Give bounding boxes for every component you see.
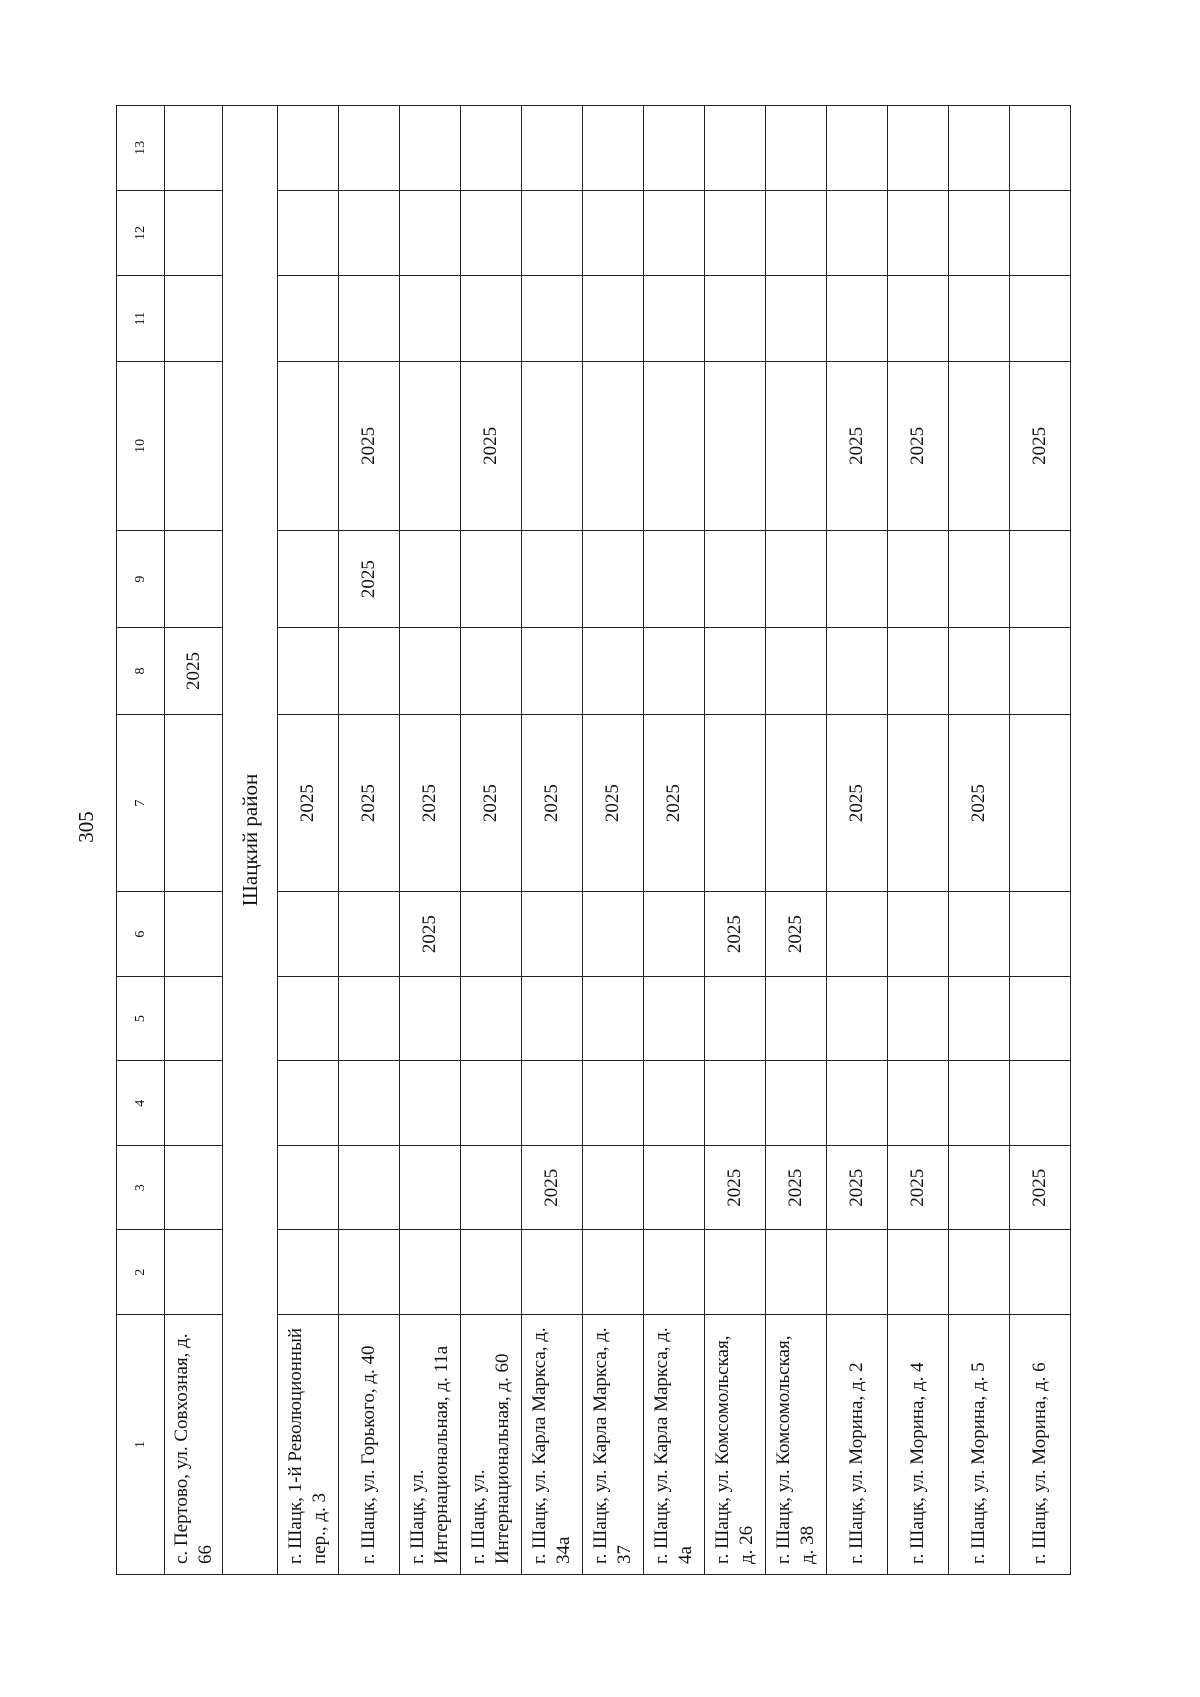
column-number: 4 — [117, 1061, 165, 1146]
year-cell — [1009, 530, 1070, 627]
year-cell — [399, 1230, 460, 1315]
year-cell — [399, 361, 460, 530]
column-number: 10 — [117, 361, 165, 530]
year-cell — [948, 361, 1009, 530]
year-cell: 2025 — [460, 714, 521, 892]
year-cell — [277, 1061, 338, 1146]
table-row — [948, 106, 1009, 1575]
year-cell — [399, 976, 460, 1061]
year-cell: 2025 — [521, 1145, 582, 1230]
year-cell: 2025 — [338, 361, 399, 530]
table-wrapper — [116, 105, 1071, 1575]
year-cell — [165, 361, 223, 530]
table-row — [887, 106, 948, 1575]
address-cell: г. Шацк, ул. Карла Маркса, д. 37 — [582, 1315, 643, 1575]
year-cell — [826, 190, 887, 276]
year-cell — [765, 714, 826, 892]
year-cell — [826, 276, 887, 362]
year-cell — [765, 628, 826, 715]
column-number: 9 — [117, 530, 165, 627]
year-cell — [704, 530, 765, 627]
column-number: 13 — [117, 106, 165, 191]
year-cell — [582, 1061, 643, 1146]
year-cell — [1009, 106, 1070, 191]
year-cell — [338, 892, 399, 977]
address-cell: г. Шацк, ул. Карла Маркса, д. 4а — [643, 1315, 704, 1575]
year-cell — [338, 628, 399, 715]
year-cell — [643, 976, 704, 1061]
year-cell — [460, 1061, 521, 1146]
year-cell — [399, 106, 460, 191]
year-cell — [1009, 628, 1070, 715]
year-cell — [704, 276, 765, 362]
schedule-table — [116, 105, 1071, 1575]
address-cell: г. Шацк, ул. Морина, д. 2 — [826, 1315, 887, 1575]
year-cell — [704, 628, 765, 715]
year-cell: 2025 — [582, 714, 643, 892]
column-number: 1 — [117, 1315, 165, 1575]
year-cell — [338, 276, 399, 362]
year-cell — [521, 976, 582, 1061]
year-cell — [704, 714, 765, 892]
year-cell — [765, 190, 826, 276]
year-cell — [338, 1230, 399, 1315]
table-row — [521, 106, 582, 1575]
column-number: 12 — [117, 190, 165, 276]
year-cell — [165, 276, 223, 362]
year-cell — [643, 628, 704, 715]
year-cell: 2025 — [887, 1145, 948, 1230]
year-cell — [765, 361, 826, 530]
address-cell: г. Шацк, ул. Морина, д. 4 — [887, 1315, 948, 1575]
year-cell: 2025 — [1009, 361, 1070, 530]
year-cell: 2025 — [765, 1145, 826, 1230]
year-cell — [521, 892, 582, 977]
year-cell — [521, 628, 582, 715]
year-cell — [948, 530, 1009, 627]
year-cell — [165, 976, 223, 1061]
year-cell — [1009, 1061, 1070, 1146]
year-cell — [826, 1061, 887, 1146]
year-cell — [582, 361, 643, 530]
year-cell — [643, 892, 704, 977]
year-cell — [460, 1230, 521, 1315]
year-cell — [460, 190, 521, 276]
year-cell — [338, 976, 399, 1061]
year-cell — [1009, 714, 1070, 892]
year-cell — [887, 976, 948, 1061]
year-cell — [277, 1145, 338, 1230]
year-cell — [582, 276, 643, 362]
table-row — [582, 106, 643, 1575]
year-cell — [1009, 892, 1070, 977]
year-cell — [582, 190, 643, 276]
year-cell — [704, 106, 765, 191]
column-number: 11 — [117, 276, 165, 362]
year-cell — [948, 190, 1009, 276]
address-cell: г. Шацк, ул. Комсомольская, д. 38 — [765, 1315, 826, 1575]
column-number: 2 — [117, 1230, 165, 1315]
column-number: 7 — [117, 714, 165, 892]
region-row — [222, 106, 277, 1575]
column-number-row — [117, 106, 165, 1575]
address-cell: г. Шацк, ул. Комсомольская, д. 26 — [704, 1315, 765, 1575]
year-cell — [165, 1145, 223, 1230]
year-cell — [165, 714, 223, 892]
table-row — [460, 106, 521, 1575]
year-cell: 2025 — [643, 714, 704, 892]
year-cell — [948, 1061, 1009, 1146]
table-row — [704, 106, 765, 1575]
year-cell — [887, 1061, 948, 1146]
year-cell — [704, 361, 765, 530]
year-cell — [277, 190, 338, 276]
year-cell — [887, 628, 948, 715]
address-cell: г. Шацк, ул. Морина, д. 6 — [1009, 1315, 1070, 1575]
year-cell: 2025 — [460, 361, 521, 530]
year-cell: 2025 — [338, 714, 399, 892]
year-cell — [826, 628, 887, 715]
year-cell — [277, 530, 338, 627]
year-cell — [643, 1061, 704, 1146]
table-body — [117, 106, 1071, 1575]
year-cell: 2025 — [826, 1145, 887, 1230]
table-row — [643, 106, 704, 1575]
year-cell — [1009, 276, 1070, 362]
address-cell: г. Шацк, ул. Интернациональная, д. 11а — [399, 1315, 460, 1575]
year-cell — [338, 106, 399, 191]
year-cell — [643, 190, 704, 276]
year-cell: 2025 — [165, 628, 223, 715]
year-cell — [765, 1230, 826, 1315]
year-cell — [399, 190, 460, 276]
table-row — [277, 106, 338, 1575]
year-cell — [521, 1061, 582, 1146]
year-cell — [521, 276, 582, 362]
year-cell — [765, 1061, 826, 1146]
column-number: 6 — [117, 892, 165, 977]
year-cell — [826, 530, 887, 627]
year-cell — [887, 190, 948, 276]
year-cell — [165, 892, 223, 977]
year-cell: 2025 — [948, 714, 1009, 892]
year-cell — [338, 1061, 399, 1146]
year-cell: 2025 — [521, 714, 582, 892]
year-cell — [948, 1145, 1009, 1230]
year-cell — [460, 530, 521, 627]
year-cell — [887, 1230, 948, 1315]
year-cell: 2025 — [887, 361, 948, 530]
year-cell — [704, 1230, 765, 1315]
year-cell — [948, 106, 1009, 191]
year-cell — [399, 628, 460, 715]
year-cell — [887, 530, 948, 627]
year-cell — [521, 190, 582, 276]
year-cell — [765, 276, 826, 362]
address-cell: с. Пертово, ул. Совхозная, д. 66 — [165, 1315, 223, 1575]
year-cell — [399, 276, 460, 362]
table-row — [338, 106, 399, 1575]
table-row — [399, 106, 460, 1575]
year-cell — [165, 106, 223, 191]
year-cell: 2025 — [826, 361, 887, 530]
column-number: 8 — [117, 628, 165, 715]
year-cell — [765, 976, 826, 1061]
year-cell: 2025 — [1009, 1145, 1070, 1230]
address-cell: г. Шацк, ул. Интернациональная, д. 60 — [460, 1315, 521, 1575]
year-cell — [765, 530, 826, 627]
year-cell — [643, 1230, 704, 1315]
year-cell — [643, 530, 704, 627]
year-cell: 2025 — [399, 714, 460, 892]
year-cell — [887, 892, 948, 977]
year-cell — [1009, 190, 1070, 276]
table-row — [765, 106, 826, 1575]
year-cell — [948, 892, 1009, 977]
year-cell — [399, 1145, 460, 1230]
year-cell — [948, 276, 1009, 362]
year-cell — [704, 976, 765, 1061]
year-cell — [165, 190, 223, 276]
year-cell — [399, 1061, 460, 1146]
table-row — [1009, 106, 1070, 1575]
year-cell — [277, 276, 338, 362]
year-cell — [1009, 1230, 1070, 1315]
year-cell — [643, 106, 704, 191]
year-cell — [338, 190, 399, 276]
year-cell — [277, 892, 338, 977]
year-cell: 2025 — [704, 1145, 765, 1230]
column-number: 3 — [117, 1145, 165, 1230]
year-cell — [165, 1230, 223, 1315]
year-cell — [887, 106, 948, 191]
year-cell — [582, 976, 643, 1061]
table-row — [165, 106, 223, 1575]
address-cell: г. Шацк, ул. Морина, д. 5 — [948, 1315, 1009, 1575]
year-cell — [277, 628, 338, 715]
year-cell — [521, 361, 582, 530]
year-cell — [165, 1061, 223, 1146]
year-cell — [277, 361, 338, 530]
year-cell: 2025 — [765, 892, 826, 977]
address-cell: г. Шацк, ул. Горького, д. 40 — [338, 1315, 399, 1575]
year-cell — [521, 530, 582, 627]
year-cell — [826, 892, 887, 977]
year-cell — [582, 530, 643, 627]
year-cell — [460, 276, 521, 362]
year-cell — [887, 276, 948, 362]
year-cell — [460, 628, 521, 715]
address-cell: г. Шацк, 1-й Революционный пер., д. 3 — [277, 1315, 338, 1575]
year-cell — [460, 1145, 521, 1230]
year-cell — [277, 976, 338, 1061]
year-cell — [460, 976, 521, 1061]
year-cell: 2025 — [277, 714, 338, 892]
table-row — [826, 106, 887, 1575]
year-cell — [948, 1230, 1009, 1315]
year-cell — [338, 1145, 399, 1230]
year-cell — [399, 530, 460, 627]
address-cell: г. Шацк, ул. Карла Маркса, д. 34а — [521, 1315, 582, 1575]
year-cell: 2025 — [338, 530, 399, 627]
year-cell: 2025 — [399, 892, 460, 977]
year-cell — [948, 976, 1009, 1061]
year-cell — [521, 106, 582, 191]
year-cell — [582, 1145, 643, 1230]
year-cell — [643, 1145, 704, 1230]
year-cell — [582, 106, 643, 191]
year-cell — [277, 1230, 338, 1315]
year-cell — [887, 714, 948, 892]
year-cell — [1009, 976, 1070, 1061]
year-cell — [704, 1061, 765, 1146]
year-cell: 2025 — [704, 892, 765, 977]
year-cell — [582, 1230, 643, 1315]
year-cell — [460, 106, 521, 191]
year-cell — [704, 190, 765, 276]
column-number: 5 — [117, 976, 165, 1061]
year-cell — [460, 892, 521, 977]
year-cell — [165, 530, 223, 627]
year-cell — [765, 106, 826, 191]
year-cell: 2025 — [826, 714, 887, 892]
year-cell — [826, 106, 887, 191]
year-cell — [948, 628, 1009, 715]
page-number: 305 — [74, 811, 98, 843]
year-cell — [826, 976, 887, 1061]
year-cell — [582, 628, 643, 715]
year-cell — [582, 892, 643, 977]
year-cell — [826, 1230, 887, 1315]
year-cell — [277, 106, 338, 191]
rotated-table-container — [116, 105, 1071, 1575]
region-title: Шацкий район — [222, 106, 277, 1575]
year-cell — [521, 1230, 582, 1315]
year-cell — [643, 276, 704, 362]
year-cell — [643, 361, 704, 530]
